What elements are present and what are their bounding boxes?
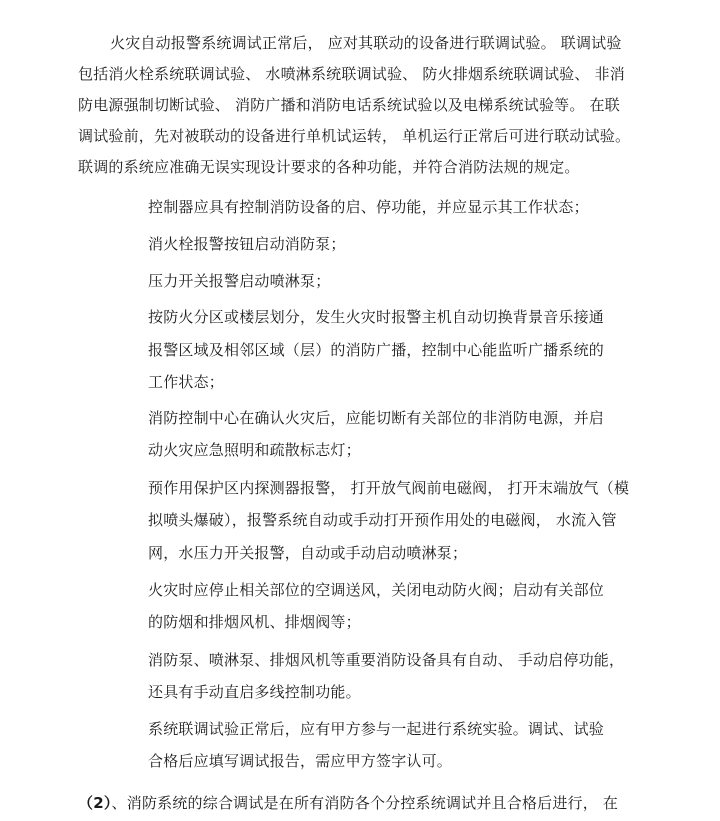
list-item: 报警区域及相邻区域（层）的消防广播，控制中心能监听广播系统的: [148, 341, 605, 359]
list-item: 按防火分区或楼层划分，发生火灾时报警主机自动切换背景音乐接通: [148, 308, 605, 326]
intro-line: 防电源强制切断试验、 消防广播和消防电话系统试验以及电梯系统试验等。 在联: [78, 96, 620, 114]
list-item: 合格后应填写调试报告，需应甲方签字认可。: [148, 752, 453, 770]
intro-line: 包括消火栓系统联调试验、 水喷淋系统联调试验、 防火排烟系统联调试验、 非消: [78, 65, 625, 83]
list-item: 网，水压力开关报警，自动或手动启动喷淋泵；: [148, 544, 468, 562]
intro-line: 调试验前，先对被联动的设备进行单机试运转， 单机运行正常后可进行联动试验。: [78, 127, 631, 145]
section-2-line: [78, 793, 618, 813]
list-item: 动火灾应急照明和疏散标志灯；: [148, 441, 361, 459]
intro-line: 联调的系统应准确无误实现设计要求的各种功能，并符合消防法规的规定。: [78, 158, 580, 176]
list-item: 消火栓报警按钮启动消防泵；: [148, 235, 346, 253]
list-item: 预作用保护区内探测器报警， 打开放气阀前电磁阀， 打开末端放气（模: [148, 479, 630, 497]
list-item: 的防烟和排烟风机、排烟阀等；: [148, 613, 361, 631]
section-text: 、消防系统的综合调试是在所有消防各个分控系统调试并且合格后进行， 在: [111, 794, 619, 812]
section-number: （2）: [78, 794, 112, 812]
list-item: 控制器应具有控制消防设备的启、停功能，并应显示其工作状态；: [148, 198, 589, 216]
list-item: 消防泵、喷淋泵、排烟风机等重要消防设备具有自动、 手动启停功能，: [148, 651, 625, 669]
list-item: 系统联调试验正常后，应有甲方参与一起进行系统实验。调试、试验: [148, 720, 605, 738]
intro-line: 火灾自动报警系统调试正常后， 应对其联动的设备进行联调试验。 联调试验: [110, 34, 622, 52]
list-item: 压力开关报警启动喷淋泵；: [148, 272, 331, 290]
list-item: 消防控制中心在确认火灾后，应能切断有关部位的非消防电源，并启: [148, 409, 605, 427]
list-item: 还具有手动直启多线控制功能。: [148, 683, 361, 701]
list-item: 火灾时应停止相关部位的空调送风，关闭电动防火阀；启动有关部位: [148, 581, 605, 599]
list-item: 拟喷头爆破），报警系统自动或手动打开预作用处的电磁阀， 水流入管: [148, 511, 617, 529]
list-item: 工作状态；: [148, 373, 225, 391]
